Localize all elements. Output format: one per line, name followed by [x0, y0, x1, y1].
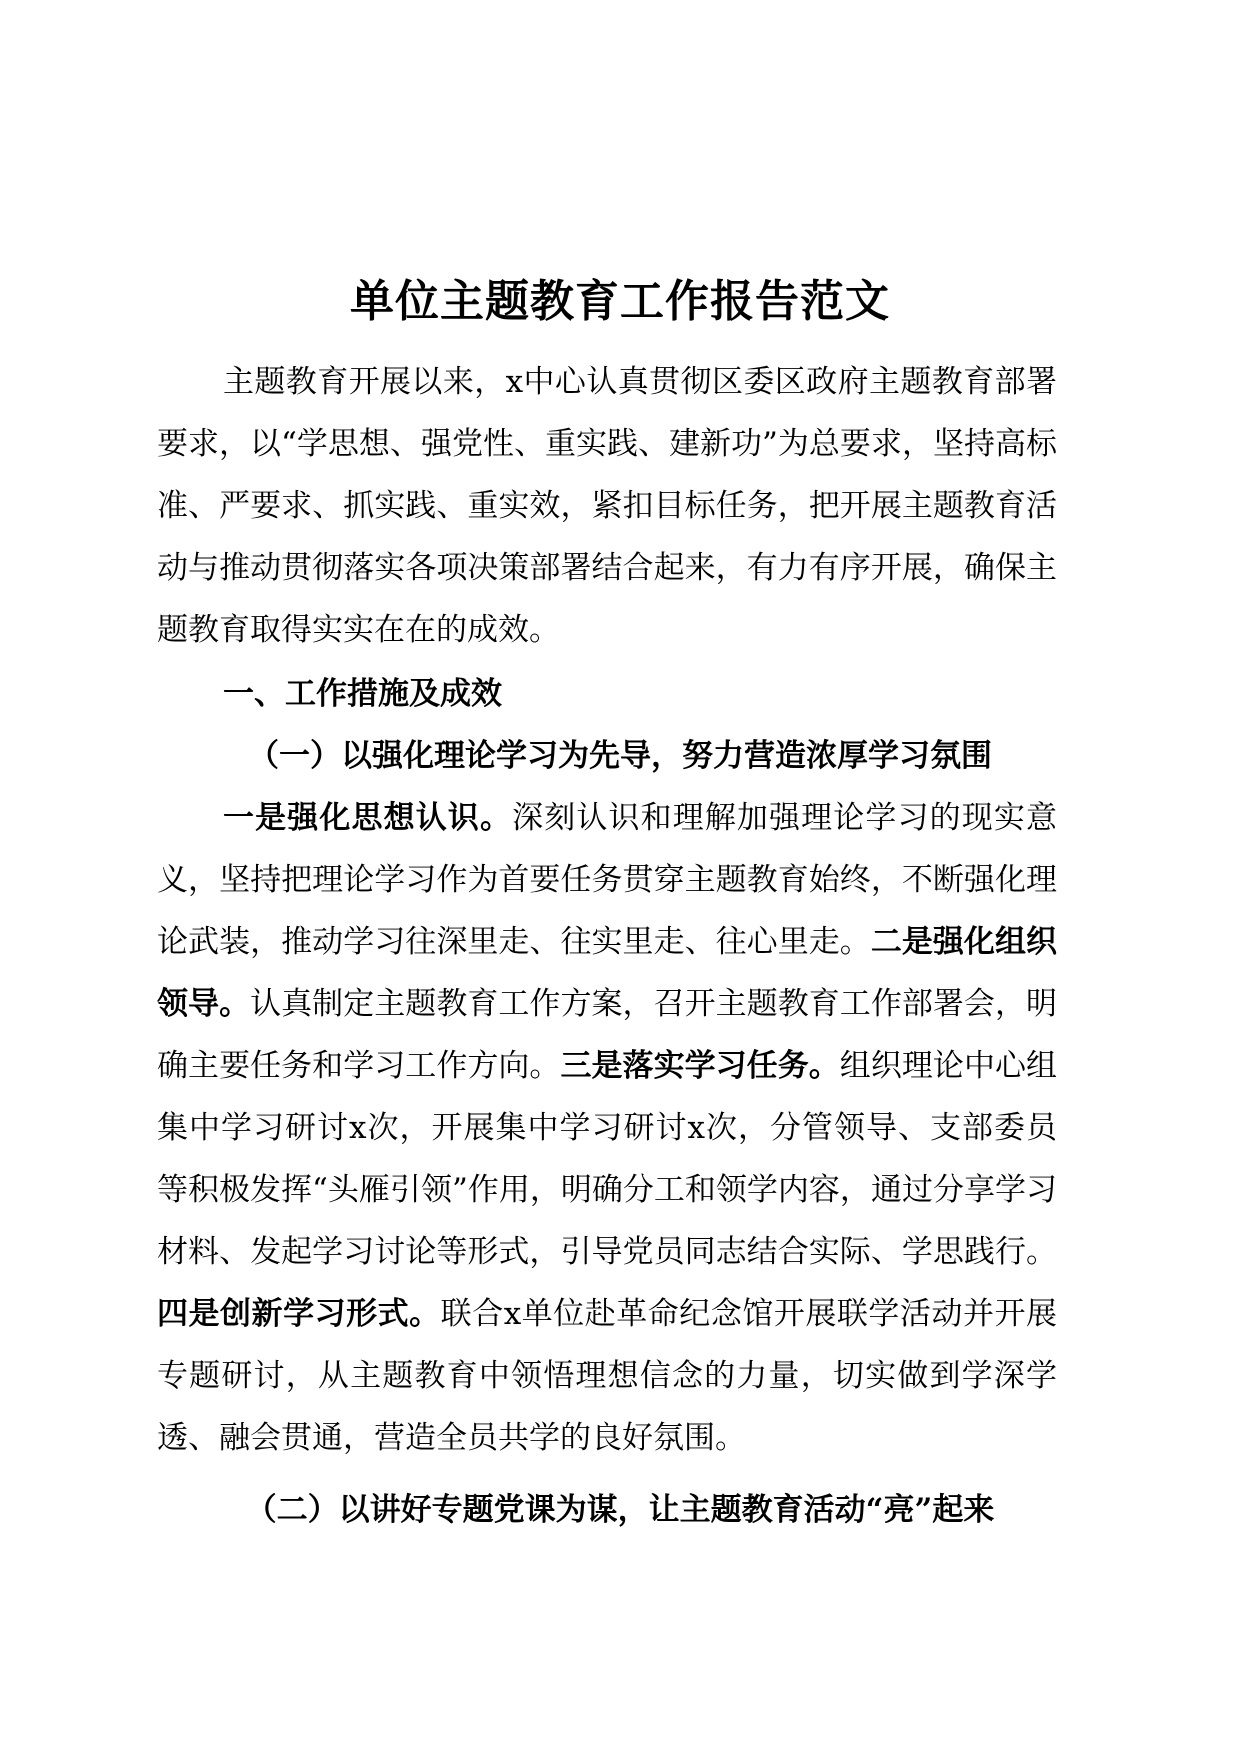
point-3-lead: 三是落实学习任务。	[560, 1048, 840, 1084]
section-heading-1: 一、工作措施及成效	[223, 676, 502, 712]
intro-paragraph: 主题教育开展以来，x中心认真贯彻区委区政府主题教育部署要求，以“学思想、强党性、重实践、建新功”为总要求，坚持高标准、严要求、抓实践、重实效，紧扣目标任务，把开展主题教育活动与推动贯彻落实各项决策部署结合起来，有力有序开展，确保主题教育取得实实在在的成效。	[157, 364, 1057, 648]
point-3-text: 组织理论中心组集中学习研讨x次，开展集中学习研讨x次，分管领导、支部委员等积极发挥“头雁引领”作用，明确分工和领学内容，通过分享学习材料、发起学习讨论等形式，引导党员同志结合实际、学思践行。	[157, 1048, 1058, 1270]
point-1-text: 深刻认识和理解加强理论学习的现实意义，坚持把理论学习作为首要任务贯穿主题教育始终，不断强化理论武装，推动学习往深里走、往实里走、往心里走。	[157, 800, 1058, 960]
document-title: 单位主题教育工作报告范文	[350, 276, 890, 327]
point-1-lead: 一是强化思想认识。	[223, 800, 513, 836]
subsection-title-2: （二）以讲好专题党课为谋，让主题教育活动“亮”起来	[245, 1492, 995, 1528]
subsection-1-paragraph	[157, 787, 1057, 1469]
point-4-text: 联合x单位赴革命纪念馆开展联学活动并开展专题研讨，从主题教育中领悟理想信念的力量，切实做到学深学透、融会贯通，营造全员共学的良好氛围。	[157, 1296, 1058, 1456]
subsection-title-1: （一）以强化理论学习为先导，努力营造浓厚学习氛围	[248, 738, 992, 774]
point-2-lead: 二是强化组织领导。	[157, 924, 1058, 1022]
point-2-text: 认真制定主题教育工作方案，召开主题教育工作部署会，明确主要任务和学习工作方向。	[157, 986, 1057, 1084]
point-4-lead: 四是创新学习形式。	[157, 1296, 441, 1332]
